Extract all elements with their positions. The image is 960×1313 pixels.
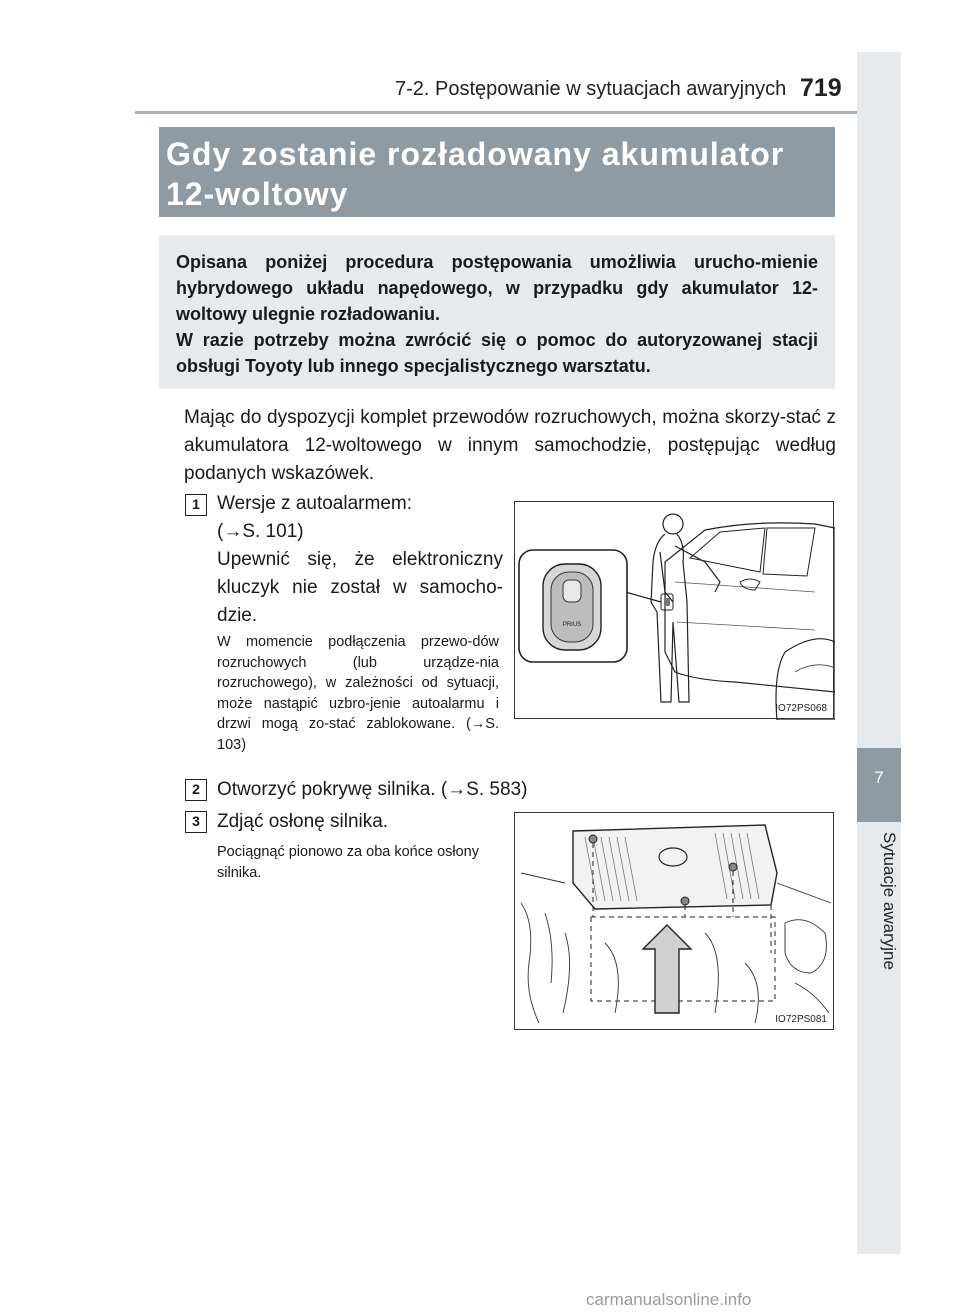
figure-1-code: IO72PS068 (775, 703, 827, 714)
step-1-line-3: Upewnić się, że elektroniczny kluczyk nie został w samocho-dzie. (217, 549, 503, 626)
header-divider (135, 111, 857, 114)
key-brand-label: PRIUS (562, 622, 582, 628)
step-1-reference[interactable]: (→S. 101) (217, 521, 304, 542)
footer-watermark: carmanualsonline.info (586, 1290, 752, 1309)
lead-paragraph: Mając do dyspozycji komplet przewodów rozruchowych, można skorzy-stać z akumulatora 12-woltowego w innym samochodzie, postępując według podanych wskazówek. (184, 407, 836, 484)
step-2-text: Otworzyć pokrywę silnika. (→S. 583) (217, 779, 528, 800)
step-1-note: W momencie podłączenia przewo-dów rozruchowych (lub urządze-nia rozruchowego), w zależności od sytuacji, może nastąpić uzbro-jenie autoalarmu i drzwi mogą zo-stać zablokowane. (→S. 103) (217, 634, 499, 753)
section-title: 7-2. Postępowanie w sytuacjach awaryjnych (395, 78, 787, 100)
step-1-text (217, 490, 503, 630)
step-3-text: Zdjąć osłonę silnika. (217, 811, 389, 832)
key-car-illustration (515, 502, 835, 720)
page-heading: Gdy zostanie rozładowany akumulator 12-woltowy (166, 136, 785, 212)
step-number-3: 3 (185, 811, 207, 833)
step-number-2: 2 (185, 779, 207, 801)
figure-key-check (514, 501, 834, 719)
step-number-1: 1 (185, 494, 207, 516)
chapter-label: Sytuacje awaryjne (880, 832, 899, 970)
figure-engine-cover (514, 812, 834, 1030)
step-1-line-1: Wersje z autoalarmem: (217, 493, 412, 514)
step-3-note: Pociągnąć pionowo za oba końce osłony silnika. (217, 844, 479, 881)
intro-text (176, 249, 818, 379)
intro-paragraph-2: W razie potrzeby można zwrócić się o pomoc do autoryzowanej stacji obsługi Toyoty lub innego specjalistycznego warsztatu. (176, 330, 818, 376)
chapter-side-tab (857, 52, 901, 1254)
figure-2-code: IO72PS081 (775, 1014, 827, 1025)
engine-cover-illustration (515, 813, 835, 1031)
intro-paragraph-1: Opisana poniżej procedura postępowania umożliwia urucho-mienie hybrydowego układu napędowego, w przypadku gdy akumulator 12-woltowy ulegnie rozładowaniu. (176, 252, 818, 324)
chapter-number[interactable]: 7 (857, 748, 901, 822)
page-number: 719 (800, 74, 842, 102)
